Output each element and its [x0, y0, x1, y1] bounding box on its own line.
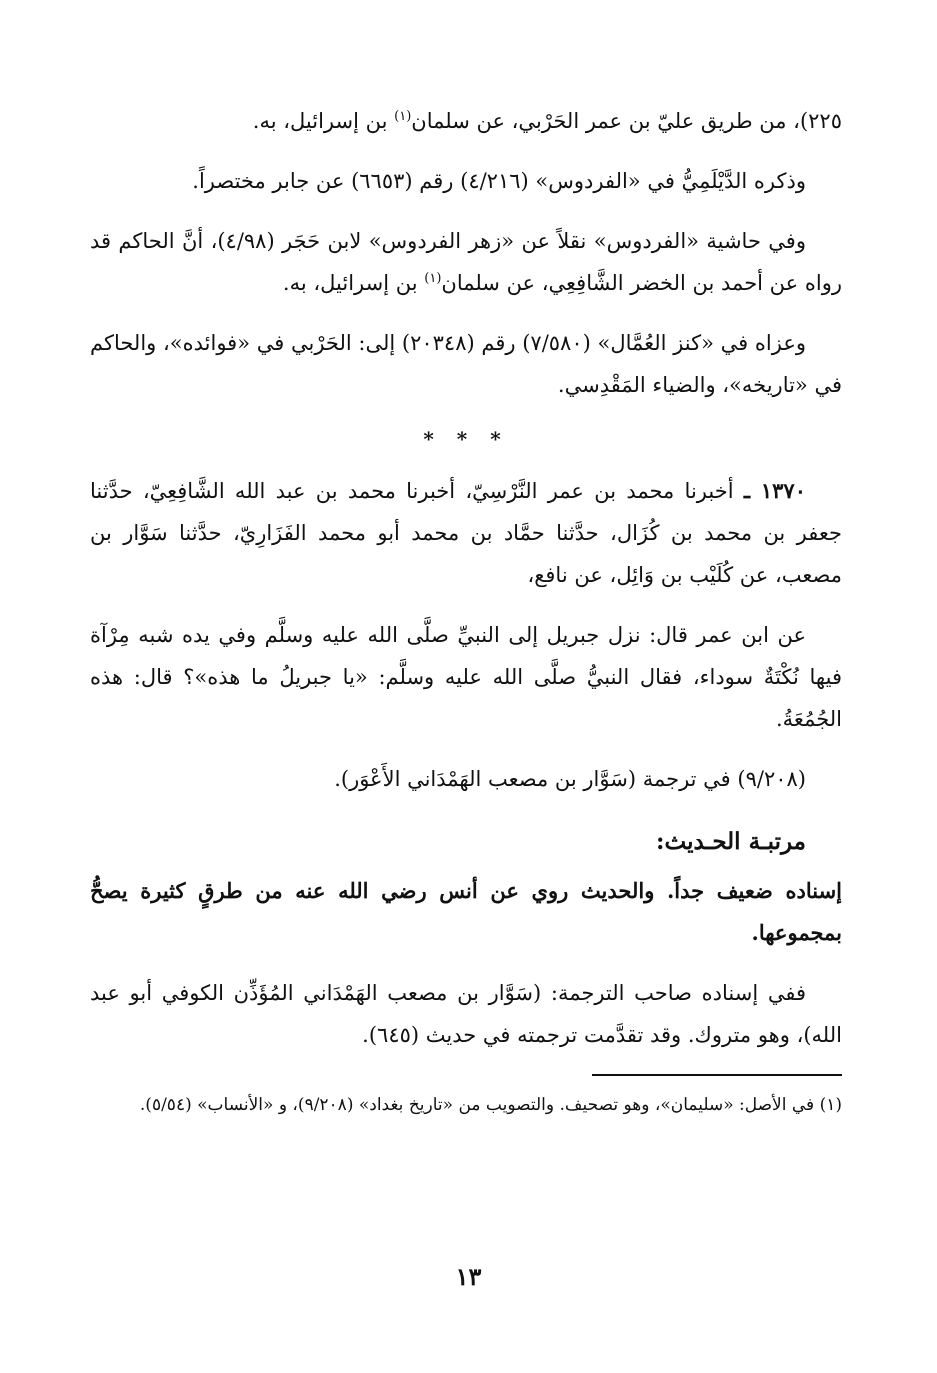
paragraph-text-end: بن إسرائيل، به. [282, 271, 425, 295]
hadith-matn: عن ابن عمر قال: نزل جبريل إلى النبيِّ صلَّى الله عليه وسلَّم وفي يده شبه مِرْآة فيها نُكْتَةٌ سوداء، فقال النبيُّ صلَّى الله عليه وسلَّم: «يا جبريلُ ما هذه»؟ قال: هذه الجُمُعَةُ. [90, 623, 842, 731]
paragraph-text: وفي حاشية «الفردوس» نقلاً عن «زهر الفردوس» لابن حَجَر (٤/٩٨)، أنَّ الحاكم قد رواه عن أحمد بن الخضر الشَّافِعِي، عن سلمان [90, 229, 842, 295]
paragraph-text-end: بن إسرائيل، به. [252, 109, 395, 133]
section-separator: * * * [423, 427, 509, 451]
footnote-1: (١) في الأصل: «سليمان»، وهو تصحيف. والتصويب من «تاريخ بغداد» (٩/٢٠٨)، و «الأنساب» (٥/٥٤). [139, 1095, 842, 1115]
footnote-marker[interactable]: (١) [394, 109, 412, 124]
grading-heading: مرتبـة الحـديث: [656, 828, 806, 855]
page-number: ١٣ [455, 1262, 482, 1291]
footnote-marker[interactable]: (١) [424, 271, 442, 286]
paragraph-text: ٢٢٥)، من طريق عليّ بن عمر الحَرْبي، عن سلمان [411, 109, 842, 133]
paragraph-source-4: وعزاه في «كنز العُمَّال» (٧/٥٨٠) رقم (٢٠٣٤٨) إلى: الحَرْبي في «فوائده»، والحاكم في «تاريخه»، والضياء المَقْدِسي. [90, 331, 842, 397]
hadith-number: ١٣٧٠ ـ [743, 478, 806, 503]
paragraph-source-1 [90, 100, 842, 142]
hadith-isnad [90, 470, 842, 596]
paragraph-source-3 [90, 220, 842, 304]
page-body [90, 100, 842, 1340]
footnote-divider [592, 1074, 842, 1076]
hadith-reference: (٩/٢٠٨) في ترجمة (سَوَّار بن مصعب الهَمْدَاني الأَعْوَر). [334, 767, 806, 791]
paragraph-source-2: وذكره الدَّيْلَمِيُّ في «الفردوس» (٤/٢١٦) رقم (٦٦٥٣) عن جابر مختصراً. [192, 169, 806, 193]
grading-detail: ففي إسناده صاحب الترجمة: (سَوَّار بن مصعب الهَمْدَاني المُؤَذِّن الكوفي أبو عبد الله)، وهو متروك. وقد تقدَّمت ترجمته في حديث (٦٤٥). [90, 981, 842, 1047]
isnad-text: أخبرنا محمد بن عمر النَّرْسِيّ، أخبرنا محمد بن عبد الله الشَّافِعِيّ، حدَّثنا جعفر بن محمد بن كُزَال، حدَّثنا حمَّاد بن محمد أبو محمد الفَزَارِيّ، حدَّثنا سَوَّار بن مصعب، عن كُلَيْب بن وَائِل، عن نافع، [90, 479, 842, 587]
grading-summary: إسناده ضعيف جداً. والحديث روي عن أنس رضي الله عنه من طرقٍ كثيرة يصحُّ بمجموعها. [90, 878, 842, 945]
